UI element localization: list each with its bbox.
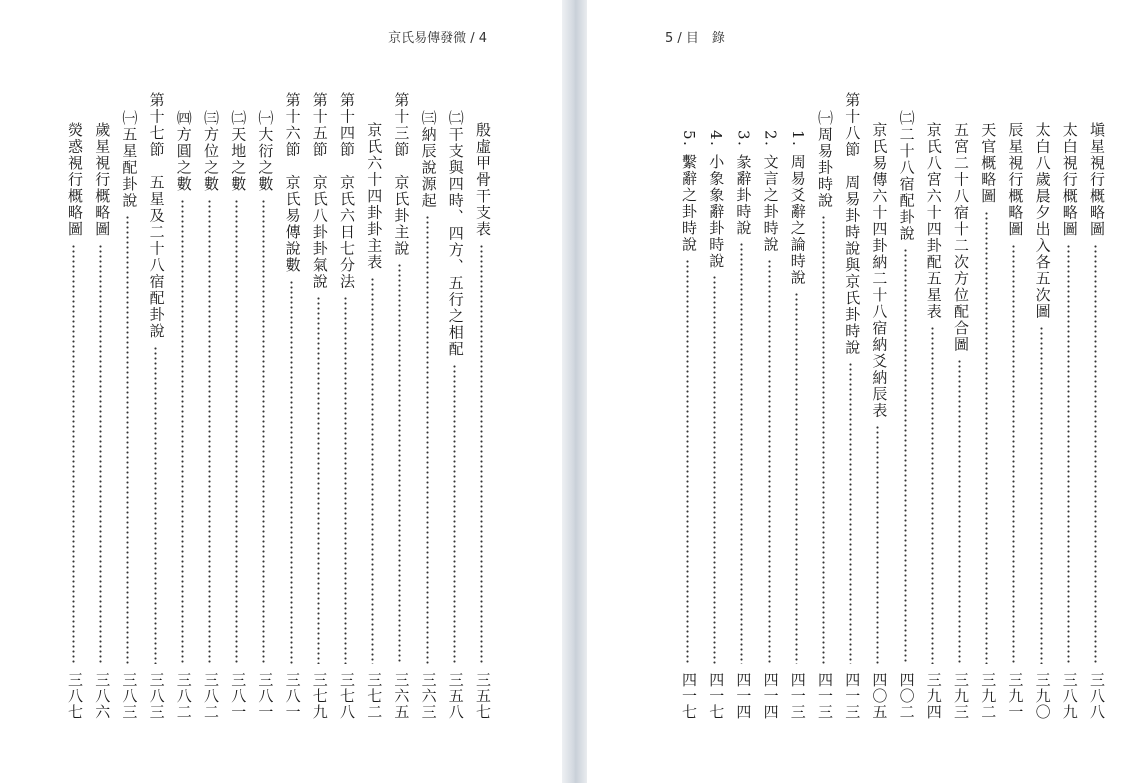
toc-entry-page-number: 四一三	[843, 672, 862, 720]
toc-entry-title: 第十三節 京氏卦主說	[392, 92, 411, 257]
toc-entry-title: 辰星視行概略圖	[1006, 122, 1025, 238]
toc-entry-title: 第十四節 京氏六日七分法	[338, 92, 356, 290]
toc-entry-page-number: 三八八	[1088, 672, 1106, 720]
toc-right	[587, 0, 1148, 783]
toc-entry[interactable]	[171, 0, 195, 783]
toc-entry[interactable]	[975, 0, 999, 783]
toc-dot-leader	[985, 211, 988, 665]
right-page	[587, 0, 1148, 783]
toc-entry-page-number: 三八一	[229, 672, 248, 720]
toc-entry[interactable]	[1030, 0, 1054, 783]
toc-dot-leader	[713, 275, 716, 664]
toc-entry[interactable]	[470, 0, 494, 783]
toc-entry-page-number: 三八九	[1060, 672, 1079, 720]
toc-dot-leader	[904, 248, 907, 664]
toc-dot-leader	[290, 280, 293, 665]
toc-entry[interactable]	[1002, 0, 1026, 783]
toc-dot-leader	[181, 199, 184, 665]
toc-dot-leader	[958, 359, 961, 664]
toc-entry[interactable]	[280, 0, 304, 783]
toc-entry-page-number: 三八二	[174, 672, 193, 720]
toc-entry-title: ㈣方圓之數	[174, 110, 193, 193]
toc-entry[interactable]	[785, 0, 809, 783]
toc-dot-leader	[344, 296, 347, 664]
toc-dot-leader	[480, 244, 483, 665]
toc-dot-leader	[72, 244, 75, 665]
toc-entry-title: 五宮二十八宿十二次方位配合圖	[952, 122, 970, 353]
toc-entry-title: 京氏易傳六十四卦納二十八宿納爻納辰表	[870, 122, 889, 419]
toc-entry[interactable]	[198, 0, 222, 783]
toc-entry[interactable]	[225, 0, 249, 783]
toc-entry[interactable]	[730, 0, 754, 783]
toc-entry-page-number: 三九四	[924, 672, 943, 720]
toc-entry-page-number: 三八七	[66, 672, 84, 720]
toc-dot-leader	[154, 346, 157, 665]
toc-entry-title: 殷虛甲骨干支表	[474, 122, 492, 238]
toc-entry-title: ㈡干支與四時、四方、五行之相配	[446, 110, 465, 358]
toc-entry[interactable]	[361, 0, 385, 783]
toc-dot-leader	[686, 259, 689, 664]
toc-entry-page-number: 三八六	[93, 672, 112, 720]
toc-entry-title: ㈠大衍之數	[256, 110, 275, 193]
toc-dot-leader	[371, 277, 374, 665]
toc-entry[interactable]	[62, 0, 86, 783]
toc-entry-page-number: 四一四	[761, 672, 780, 720]
toc-entry-title: ㈡天地之數	[229, 110, 248, 193]
toc-dot-leader	[1094, 244, 1097, 665]
toc-entry[interactable]	[443, 0, 467, 783]
toc-entry-page-number: 四一七	[707, 672, 726, 720]
toc-entry-title: 歲星視行概略圖	[93, 122, 112, 238]
toc-entry-title: 第十五節 京氏八卦卦氣說	[310, 92, 329, 290]
toc-dot-leader	[126, 215, 129, 664]
toc-dot-leader	[740, 242, 743, 664]
toc-entry[interactable]	[334, 0, 358, 783]
toc-entry-page-number: 三七九	[310, 672, 329, 720]
toc-dot-leader	[208, 199, 211, 665]
toc-dot-leader	[235, 199, 238, 665]
toc-entry-title: 3. 彖辭卦時說	[734, 130, 753, 237]
toc-dot-leader	[822, 215, 825, 664]
toc-entry-title: ㈢納辰說源起	[419, 110, 438, 209]
left-page	[0, 0, 562, 783]
toc-entry[interactable]	[948, 0, 972, 783]
toc-entry-page-number: 三九三	[952, 672, 970, 720]
toc-entry-page-number: 三八一	[256, 672, 275, 720]
toc-dot-leader	[1012, 244, 1015, 665]
toc-entry-page-number: 四一三	[788, 672, 807, 720]
toc-entry-page-number: 三八三	[147, 672, 166, 720]
toc-dot-leader	[876, 425, 879, 664]
toc-entry-page-number: 三七八	[338, 672, 356, 720]
toc-entry-title: 太白視行概略圖	[1060, 122, 1079, 238]
toc-entry-page-number: 三七二	[365, 672, 384, 720]
toc-entry[interactable]	[388, 0, 412, 783]
page-gutter	[562, 0, 587, 783]
toc-entry-page-number: 三八一	[283, 672, 302, 720]
toc-entry-title: 2. 文言之卦時說	[761, 130, 780, 253]
toc-entry[interactable]	[1057, 0, 1081, 783]
toc-entry-title: ㈢方位之數	[202, 110, 220, 193]
toc-entry-title: 第十六節 京氏易傳說數	[283, 92, 302, 274]
running-header-left: 京氏易傳發微 / 4	[388, 31, 487, 46]
toc-dot-leader	[1040, 326, 1043, 664]
toc-entry[interactable]	[252, 0, 276, 783]
toc-entry-title: ㈠周易卦時說	[816, 110, 834, 209]
toc-dot-leader	[426, 215, 429, 664]
toc-entry-page-number: 三八二	[202, 672, 220, 720]
toc-entry[interactable]	[812, 0, 836, 783]
toc-entry-page-number: 四一七	[680, 672, 698, 720]
toc-entry[interactable]	[758, 0, 782, 783]
toc-dot-leader	[317, 296, 320, 664]
toc-entry-title: 1. 周易爻辭之論時說	[788, 130, 807, 286]
toc-entry-title: 4. 小象象辭卦時說	[707, 130, 726, 270]
toc-entry-title: 第十七節 五星及二十八宿配卦說	[147, 92, 166, 340]
toc-entry[interactable]	[307, 0, 331, 783]
toc-entry-title: 第十八節 周易卦時說與京氏卦時說	[843, 92, 862, 356]
toc-entry-page-number: 三六五	[392, 672, 411, 720]
toc-entry-title: 太白八歲晨夕出入各五次圖	[1033, 122, 1052, 320]
toc-entry[interactable]	[89, 0, 113, 783]
toc-entry-title: 塡星視行概略圖	[1088, 122, 1106, 238]
toc-entry-page-number: 三五七	[474, 672, 492, 720]
toc-entry[interactable]	[921, 0, 945, 783]
toc-entry-title: 天官概略圖	[979, 122, 998, 205]
running-header-right: 5 / 目 錄	[665, 31, 725, 46]
toc-entry-page-number: 四〇二	[897, 672, 916, 720]
toc-entry-page-number: 三九二	[979, 672, 998, 720]
toc-dot-leader	[849, 362, 852, 664]
toc-entry-page-number: 三六三	[419, 672, 438, 720]
toc-dot-leader	[99, 244, 102, 665]
toc-entry[interactable]	[116, 0, 140, 783]
toc-entry[interactable]	[703, 0, 727, 783]
toc-dot-leader	[398, 263, 401, 664]
toc-entry[interactable]	[839, 0, 863, 783]
toc-entry-title: 京氏六十四卦卦主表	[365, 122, 384, 271]
toc-entry[interactable]	[144, 0, 168, 783]
toc-dot-leader	[795, 292, 798, 664]
toc-entry[interactable]	[1084, 0, 1108, 783]
toc-left	[0, 0, 562, 783]
toc-entry[interactable]	[866, 0, 890, 783]
toc-entry-title: 5. 繫辭之卦時說	[680, 130, 698, 253]
toc-dot-leader	[1067, 244, 1070, 665]
toc-entry[interactable]	[676, 0, 700, 783]
toc-entry-page-number: 四〇五	[870, 672, 889, 720]
toc-dot-leader	[768, 259, 771, 664]
toc-entry-title: 熒惑視行概略圖	[66, 122, 84, 238]
toc-entry-title: 京氏八宮六十四卦配五星表	[924, 122, 943, 320]
toc-entry-page-number: 四一三	[816, 672, 834, 720]
toc-entry-page-number: 三八三	[120, 672, 139, 720]
toc-entry[interactable]	[416, 0, 440, 783]
toc-dot-leader	[453, 364, 456, 665]
toc-dot-leader	[931, 326, 934, 664]
toc-entry-page-number: 四一四	[734, 672, 753, 720]
toc-entry-page-number: 三九〇	[1033, 672, 1052, 720]
toc-entry-page-number: 三五八	[446, 672, 465, 720]
toc-dot-leader	[262, 199, 265, 665]
toc-entry-title: ㈡二十八宿配卦說	[897, 110, 916, 242]
toc-entry[interactable]	[894, 0, 918, 783]
toc-entry-page-number: 三九一	[1006, 672, 1025, 720]
toc-entry-title: ㈠五星配卦說	[120, 110, 139, 209]
